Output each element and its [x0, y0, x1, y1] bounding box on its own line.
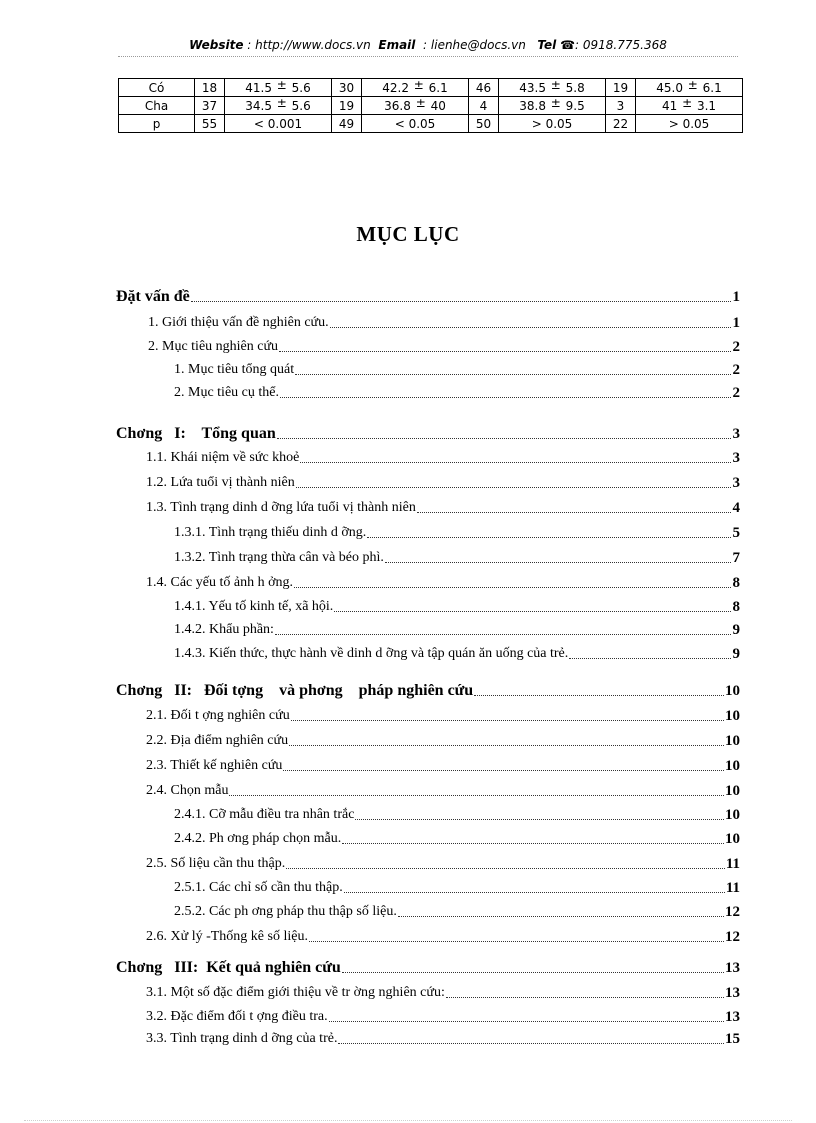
toc-entry-text: 1.4.3. Kiến thức, thực hành về dinh d ỡng và tập quán ăn uống của trẻ. — [174, 646, 569, 661]
toc-page-number: 12 — [725, 904, 740, 920]
toc-page-number: 7 — [732, 550, 740, 566]
table-cell: > 0.05 — [499, 115, 606, 133]
dot-leader — [569, 657, 731, 659]
plus-minus-symbol: ± — [415, 96, 426, 110]
website-value: : http://www.docs.vn — [247, 38, 371, 52]
toc-entry[interactable] — [146, 732, 740, 750]
toc-entry-text: Chơng II: Đối tợng và phơng pháp nghiên cứu — [116, 682, 474, 699]
footer-divider — [24, 1120, 792, 1121]
dot-leader — [385, 561, 731, 563]
dot-leader — [344, 891, 725, 893]
toc-entry-text: 2.6. Xử lý -Thống kê số liệu. — [146, 929, 308, 944]
toc-page-number: 10 — [725, 758, 740, 774]
toc-entry[interactable] — [146, 984, 740, 1002]
toc-page-number: 3 — [732, 450, 740, 466]
website-label: Website — [189, 38, 244, 52]
toc-page-number: 8 — [732, 575, 740, 591]
page-header — [118, 38, 738, 52]
toc-entry[interactable] — [146, 574, 740, 592]
toc-entry-text: 2.5.2. Các ph ơng pháp thu thập số liệu. — [174, 904, 397, 919]
toc-entry[interactable] — [146, 782, 740, 800]
toc-entry-text: 2.1. Đối t ợng nghiên cứu — [146, 708, 290, 723]
toc-entry[interactable] — [146, 928, 740, 946]
toc-page-number: 10 — [725, 683, 740, 699]
dot-leader — [417, 511, 731, 513]
table-cell: 55 — [195, 115, 225, 133]
dot-leader — [286, 867, 725, 869]
toc-page-number: 8 — [732, 599, 740, 615]
toc-entry[interactable] — [146, 449, 740, 467]
table-cell: 50 — [469, 115, 499, 133]
toc-entry-text: 3.1. Một số đặc điểm giới thiệu về tr ờng nghiên cứu: — [146, 985, 445, 1000]
plus-minus-symbol: ± — [682, 96, 693, 110]
toc-page-number: 3 — [732, 475, 740, 491]
plus-minus-symbol: ± — [276, 78, 287, 92]
toc-entry[interactable] — [174, 549, 740, 567]
toc-entry-text: 2.5.1. Các chỉ số cần thu thập. — [174, 880, 343, 895]
table-cell: Cha — [119, 97, 195, 115]
toc-entry-text: Đặt vấn đề — [116, 288, 190, 305]
toc-entry-text: 2.4.1. Cỡ mẫu điều tra nhân trắc — [174, 807, 355, 822]
table-cell: p — [119, 115, 195, 133]
table-row — [119, 79, 743, 97]
toc-page-number: 9 — [732, 646, 740, 662]
dot-leader — [367, 536, 731, 538]
sd-value: 9.5 — [565, 99, 585, 113]
toc-page-number: 9 — [732, 622, 740, 638]
dot-leader — [289, 744, 724, 746]
dot-leader — [355, 818, 724, 820]
toc-page-number: 13 — [725, 985, 740, 1001]
table-cell — [225, 97, 332, 115]
toc-entry[interactable] — [116, 682, 740, 700]
mean-value: 41.5 — [245, 81, 272, 95]
table-cell: 18 — [195, 79, 225, 97]
toc-entry[interactable] — [146, 707, 740, 725]
table-cell: 19 — [332, 97, 362, 115]
sd-value: 3.1 — [696, 99, 717, 113]
table-cell — [636, 97, 743, 115]
table-cell: 4 — [469, 97, 499, 115]
toc-entry-text: 1.4. Các yếu tố ảnh h ởng. — [146, 575, 293, 590]
table-row — [119, 97, 743, 115]
toc-page-number: 2 — [732, 385, 740, 401]
toc-page-number: 15 — [725, 1031, 740, 1047]
dot-leader — [275, 633, 731, 635]
toc-page-number: 4 — [732, 500, 740, 516]
mean-value: 38.8 — [519, 99, 546, 113]
toc-entry-text: Chơng I: Tổng quan — [116, 425, 276, 442]
toc-entry-text: 2. Mục tiêu cụ thể. — [174, 385, 279, 400]
table-cell: 19 — [606, 79, 636, 97]
table-cell: 30 — [332, 79, 362, 97]
dot-leader — [446, 996, 724, 998]
toc-page-number: 13 — [725, 960, 740, 976]
toc-entry-text: 2.2. Địa điểm nghiên cứu — [146, 733, 289, 748]
dot-leader — [283, 769, 724, 771]
tel-value: : 0918.775.368 — [575, 38, 667, 52]
toc-entry-text: 2. Mục tiêu nghiên cứu — [148, 339, 279, 354]
toc-page-number: 1 — [732, 315, 740, 331]
page-title: MỤC LỤC — [356, 222, 460, 246]
toc-entry-text: 1.4.2. Khẩu phần: — [174, 622, 274, 637]
toc-entry[interactable] — [174, 361, 740, 379]
plus-minus-symbol: ± — [276, 96, 287, 110]
dot-leader — [338, 1042, 724, 1044]
table-cell: Có — [119, 79, 195, 97]
toc-entry[interactable] — [148, 338, 740, 356]
toc-entry[interactable] — [146, 499, 740, 517]
toc-page-number: 5 — [732, 525, 740, 541]
mean-value: 41 — [661, 99, 678, 113]
toc-entry[interactable] — [116, 959, 740, 977]
dot-leader — [291, 719, 724, 721]
phone-icon: ☎ — [560, 38, 576, 52]
table-cell — [499, 97, 606, 115]
sd-value: 6.1 — [702, 81, 722, 95]
toc-entry-text: 1. Giới thiệu vấn đề nghiên cứu. — [148, 315, 329, 330]
toc-page-number: 11 — [725, 880, 740, 896]
header-divider — [118, 56, 738, 57]
table-cell: 46 — [469, 79, 499, 97]
toc-entry-text: 1.2. Lứa tuổi vị thành niên — [146, 475, 295, 490]
toc-page-number: 2 — [732, 339, 740, 355]
mean-value: 34.5 — [245, 99, 272, 113]
toc-entry[interactable] — [174, 806, 740, 824]
dot-leader — [277, 437, 731, 439]
toc-entry[interactable] — [174, 524, 740, 542]
sd-value: 5.6 — [291, 81, 311, 95]
table-cell — [362, 79, 469, 97]
dot-leader — [329, 1020, 724, 1022]
dot-leader — [191, 300, 731, 302]
dot-leader — [300, 461, 731, 463]
toc-entry-text: 2.4. Chọn mẫu — [146, 783, 229, 798]
toc-page-number: 3 — [732, 426, 740, 442]
toc-page-number: 1 — [732, 289, 740, 305]
toc-entry-text: 1.1. Khái niệm về sức khoẻ — [146, 450, 300, 465]
toc-entry-text: 3.2. Đặc điểm đối t ợng điều tra. — [146, 1009, 328, 1024]
toc-entry[interactable] — [174, 645, 740, 663]
toc-entry[interactable] — [116, 425, 740, 443]
statistics-table — [118, 78, 743, 133]
dot-leader — [342, 842, 724, 844]
plus-minus-symbol: ± — [550, 78, 561, 92]
toc-entry[interactable] — [174, 384, 740, 402]
toc-entry-text: Chơng III: Kết quả nghiên cứu — [116, 959, 341, 976]
toc-page-number: 10 — [725, 708, 740, 724]
table-cell: < 0.05 — [362, 115, 469, 133]
toc-entry-text: 3.3. Tình trạng dinh d ỡng của trẻ. — [146, 1031, 338, 1046]
plus-minus-symbol: ± — [550, 96, 561, 110]
dot-leader — [342, 971, 724, 973]
dot-leader — [294, 586, 731, 588]
toc-entry[interactable] — [146, 757, 740, 775]
toc-entry-text: 2.5. Số liệu cần thu thập. — [146, 856, 286, 871]
dot-leader — [398, 915, 724, 917]
sd-value: 40 — [430, 99, 446, 113]
plus-minus-symbol: ± — [687, 78, 698, 92]
toc-entry-text: 2.4.2. Ph ơng pháp chọn mẫu. — [174, 831, 342, 846]
dot-leader — [334, 610, 731, 612]
table-cell — [362, 97, 469, 115]
toc-entry[interactable] — [146, 1008, 740, 1026]
dot-leader — [229, 794, 724, 796]
toc-page-number: 10 — [725, 733, 740, 749]
dot-leader — [474, 694, 724, 696]
table-cell: 22 — [606, 115, 636, 133]
table-cell — [636, 79, 743, 97]
toc-entry-text: 1.3.1. Tình trạng thiếu dinh d ỡng. — [174, 525, 367, 540]
sd-value: 5.8 — [565, 81, 585, 95]
mean-value: 45.0 — [656, 81, 683, 95]
toc-entry-text: 1.4.1. Yếu tố kinh tế, xã hội. — [174, 599, 334, 614]
mean-value: 42.2 — [382, 81, 409, 95]
toc-entry-text: 1. Mục tiêu tổng quát — [174, 362, 295, 377]
dot-leader — [279, 350, 731, 352]
toc-entry-text: 2.3. Thiết kế nghiên cứu — [146, 758, 283, 773]
toc-page-number: 12 — [725, 929, 740, 945]
dot-leader — [309, 940, 724, 942]
dot-leader — [296, 486, 731, 488]
sd-value: 5.6 — [291, 99, 311, 113]
toc-page-number: 10 — [725, 783, 740, 799]
table-cell: > 0.05 — [636, 115, 743, 133]
toc-entry[interactable] — [146, 855, 740, 873]
toc-entry[interactable] — [146, 474, 740, 492]
mean-value: 43.5 — [519, 81, 546, 95]
toc-entry[interactable] — [174, 879, 740, 897]
toc-entry-text: 1.3. Tình trạng dinh d ỡng lứa tuổi vị thành niên — [146, 500, 416, 515]
toc-entry[interactable] — [174, 621, 740, 639]
table-row — [119, 115, 743, 133]
toc-entry-text: 1.3.2. Tình trạng thừa cân và béo phì. — [174, 550, 384, 565]
toc-entry[interactable] — [116, 288, 740, 306]
table-cell — [225, 79, 332, 97]
email-label: Email — [378, 38, 416, 52]
sd-value: 6.1 — [428, 81, 448, 95]
plus-minus-symbol: ± — [413, 78, 424, 92]
toc-entry[interactable] — [174, 598, 740, 616]
toc-entry[interactable] — [148, 314, 740, 332]
table-cell: < 0.001 — [225, 115, 332, 133]
toc-page-number: 10 — [725, 831, 740, 847]
dot-leader — [280, 396, 731, 398]
table-cell: 49 — [332, 115, 362, 133]
table-cell — [499, 79, 606, 97]
dot-leader — [330, 326, 731, 328]
toc-page-number: 2 — [732, 362, 740, 378]
tel-label: Tel — [537, 38, 557, 52]
toc-page-number: 13 — [725, 1009, 740, 1025]
table-cell: 3 — [606, 97, 636, 115]
toc-page-number: 10 — [725, 807, 740, 823]
table-cell: 37 — [195, 97, 225, 115]
toc-entry[interactable] — [174, 830, 740, 848]
email-value: : lienhe@docs.vn — [423, 38, 526, 52]
toc-entry[interactable] — [146, 1030, 740, 1048]
mean-value: 36.8 — [384, 99, 411, 113]
toc-entry[interactable] — [174, 903, 740, 921]
dot-leader — [295, 373, 731, 375]
toc-page-number: 11 — [725, 856, 740, 872]
